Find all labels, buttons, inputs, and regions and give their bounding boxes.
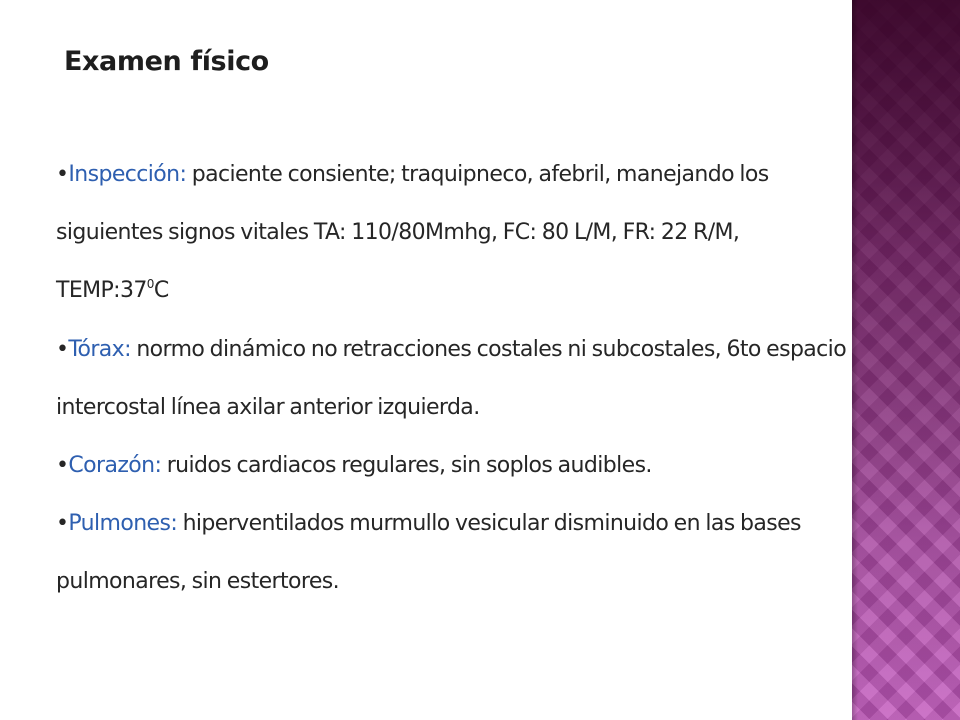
decorative-side-band [852, 0, 960, 720]
list-item-pulmones [56, 495, 856, 611]
bullet-icon: • [56, 162, 69, 187]
item-text-inspeccion: paciente consiente; traquipneco, afebril, manejando los siguientes signos vitales TA: 110/80Mmhg, FC: 80 L/M, FR: 22 R/M, TEMP:37 [56, 162, 769, 304]
list-item-inspeccion [56, 146, 856, 321]
item-label-corazon: Corazón: [68, 453, 162, 479]
slide-body [56, 146, 856, 612]
slide-title: Examen físico [64, 46, 269, 77]
list-item-torax [56, 321, 856, 437]
item-text-torax: normo dinámico no retracciones costales ni subcostales, 6to espacio intercostal línea axilar anterior izquierda. [56, 336, 847, 420]
bullet-icon: • [56, 511, 69, 537]
item-label-inspeccion: Inspección: [68, 162, 187, 187]
bullet-icon: • [56, 336, 69, 362]
item-label-torax: Tórax: [68, 336, 131, 362]
item-label-pulmones: Pulmones: [68, 511, 178, 537]
bullet-icon: • [56, 453, 69, 479]
item-text-pulmones: hiperventilados murmullo vesicular disminuido en las bases pulmonares, sin estertores. [56, 511, 801, 595]
temperature-unit: C [153, 278, 169, 304]
item-text-corazon: ruidos cardiacos regulares, sin soplos audibles. [161, 453, 652, 479]
temperature-superscript: 0 [146, 277, 154, 292]
list-item-corazon [56, 437, 856, 495]
